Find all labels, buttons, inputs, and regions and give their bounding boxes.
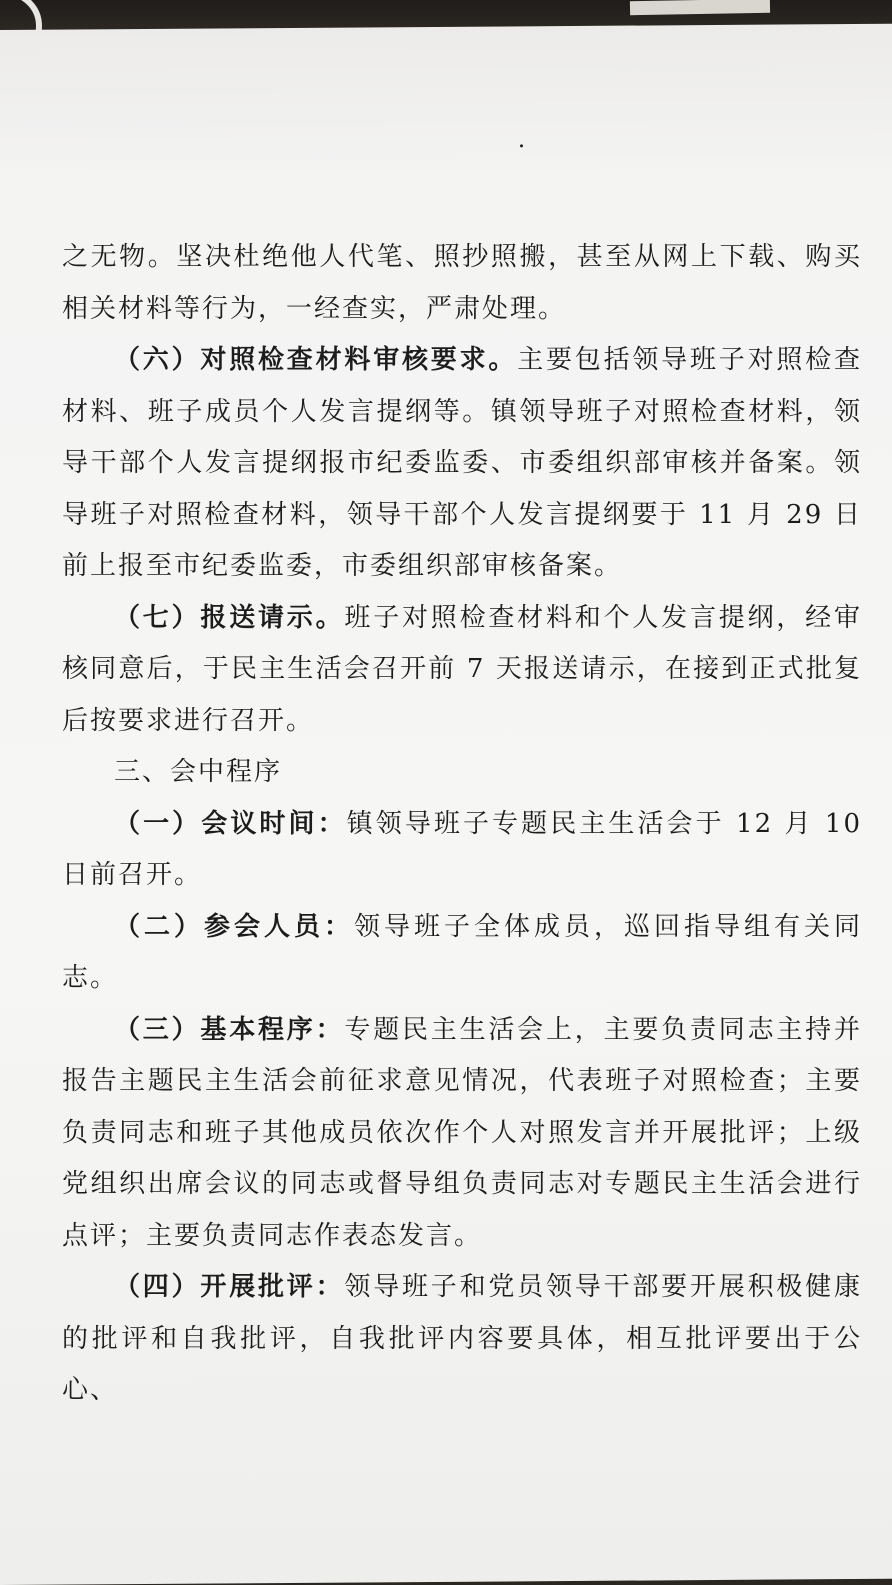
paper-scrap — [630, 0, 770, 15]
paragraph-meeting-time — [62, 799, 862, 902]
section-title — [62, 747, 862, 799]
paragraph-text: 主要包括领导班子对照检查材料、班子成员个人发言提纲等。镇领导班子对照检查材料，领导干部个人发言提纲报市纪委监委、市委组织部审核并备案。领导班子对照检查材料，领导干部个人发言提纲要于 11 月 29 日前上报至市纪委监委，市委组织部审核备案。 — [62, 345, 862, 581]
paragraph-heading: （四）开展批评： — [114, 1272, 345, 1302]
paragraph-heading: （一）会议时间： — [114, 808, 347, 839]
paragraph-text: 镇领导班子专题民主生活会于 12 月 10 日前召开。 — [62, 808, 862, 890]
paragraph-heading: （六）对照检查材料审核要求。 — [114, 345, 518, 375]
paragraph-heading: （二）参会人员： — [114, 911, 354, 942]
paragraph-text: 专题民主生活会上，主要负责同志主持并报告主题民主生活会前征求意见情况，代表班子对照检查；主要负责同志和班子其他成员依次作个人对照发言并开展批评；上级党组织出席会议的同志或督导组负责同志对专题民主生活会进行点评；主要负责同志作表态发言。 — [62, 1014, 862, 1251]
paragraph-text: 之无物。坚决杜绝他人代笔、照抄照搬，甚至从网上下载、购买相关材料等行为，一经查实，严肃处理。 — [62, 242, 862, 324]
page-speck — [520, 144, 523, 147]
paragraph-text: 班子对照检查材料和个人发言提纲，经审核同意后，于民主生活会召开前 7 天报送请示，在接到正式批复后按要求进行召开。 — [62, 602, 862, 736]
paragraph-text: 领导班子和党员领导干部要开展积极健康的批评和自我批评，自我批评内容要具体，相互批评要出于公心、 — [62, 1272, 862, 1405]
section-title-text: 三、会中程序 — [114, 757, 283, 787]
paragraph-attendees — [62, 902, 862, 1005]
paragraph-criticism — [62, 1262, 862, 1417]
paragraph-heading: （七）报送请示。 — [114, 602, 345, 633]
paragraph-review-requirements — [62, 335, 862, 593]
paragraph-heading: （三）基本程序： — [114, 1014, 345, 1045]
paragraph-basic-procedure — [62, 1005, 862, 1263]
paragraph-submit-request — [62, 593, 862, 748]
document-body — [62, 232, 862, 1417]
paragraph-text: 领导班子全体成员，巡回指导组有关同志。 — [62, 911, 862, 993]
paragraph-continuation — [62, 232, 862, 335]
